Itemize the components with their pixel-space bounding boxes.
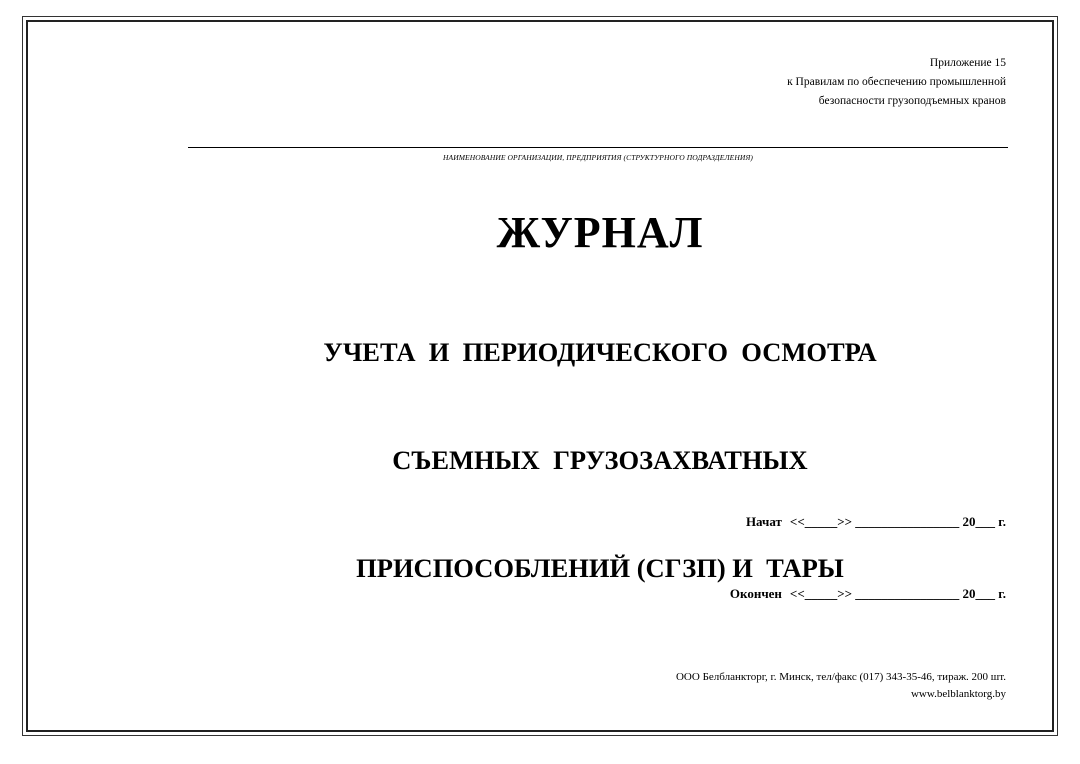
appendix-line-1: Приложение 15 xyxy=(929,57,1006,69)
subtitle-line-2: СЪЕМНЫХ ГРУЗОЗАХВАТНЫХ xyxy=(392,445,808,475)
start-date-row xyxy=(506,498,1006,546)
appendix-line-3: безопасности грузоподъемных кранов xyxy=(818,95,1006,107)
organization-name-line xyxy=(188,147,1008,148)
end-date-label: Окончен xyxy=(729,586,782,601)
document-title: ЖУРНАЛ xyxy=(496,208,704,257)
document-subtitle xyxy=(200,262,1000,622)
publisher-info xyxy=(486,669,1006,703)
subtitle-line-1: УЧЕТА И ПЕРИОДИЧЕСКОГО ОСМОТРА xyxy=(323,337,877,367)
end-date-row xyxy=(506,570,1006,618)
organization-name-caption: НАИМЕНОВАНИЕ ОРГАНИЗАЦИИ, ПРЕДПРИЯТИЯ (СТРУКТУРНОГО ПОДРАЗДЕЛЕНИЯ) xyxy=(443,153,753,162)
publisher-website: www.belblanktorg.by xyxy=(910,688,1006,700)
start-date-field: <<_____>> ________________ 20___ г. xyxy=(789,514,1006,529)
appendix-note xyxy=(586,54,1006,111)
appendix-line-2: к Правилам по обеспечению промышленной xyxy=(787,76,1006,88)
start-date-label: Начат xyxy=(745,514,782,529)
end-date-field: <<_____>> ________________ 20___ г. xyxy=(789,586,1006,601)
publisher-line-1: ООО Белбланкторг, г. Минск, тел/факс (017) 343-35-46, тираж. 200 шт. xyxy=(675,671,1006,683)
subtitle-line-3: ПРИСПОСОБЛЕНИЙ (СГЗП) И ТАРЫ xyxy=(356,553,844,583)
